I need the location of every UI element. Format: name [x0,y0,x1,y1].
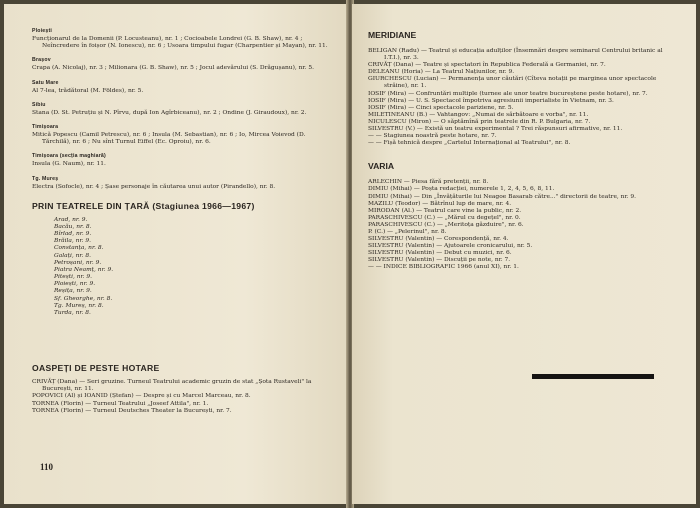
tara-city-item: Piatra Neamț, nr. 9. [54,266,114,273]
theatre-list [32,28,334,191]
theatre-group [32,153,334,168]
meridiane-entry: IOSIF (Mira) — Cinci spectacole pariziene, nr. 5. [368,104,514,111]
theatre-group [32,57,334,72]
section-title-hotare: OASPEȚI DE PESTE HOTARE [32,363,160,374]
varia-entry: SILVESTRU (Valentin) — Debut cu muzici, nr. 6. [368,250,512,257]
theatre-group [32,124,334,146]
varia-entry: SILVESTRU (Valentin) — Discuții pe note, nr. 7. [368,257,511,264]
theatre-entry: Insula (G. Naum), nr. 11. [32,161,106,168]
hotare-entry-list [32,379,334,415]
tara-city-item: Turda, nr. 8. [54,309,91,316]
meridiane-entry: SILVESTRU (V.) — Există un teatru experimental ? Trei răspunsuri afirmative, nr. 11. [368,126,623,133]
theatre-city: Tg. Mureș [32,175,59,182]
meridiane-entry: CRIVĂȚ (Dana) — Teatre și spectatori în Republica Federală a Germaniei, nr. 7. [368,62,606,69]
tara-city-item: Petroșani, nr. 9. [54,259,102,266]
theatre-group [32,80,334,95]
varia-entry-list [368,179,668,271]
varia-entry: P. (C.) — „Pelerinul", nr. 8. [368,228,447,235]
tara-city-item: Ploiești, nr. 9. [54,281,96,288]
meridiane-entry: — — Fișă tehnică despre „Cartelul Internațional al Teatrului", nr. 8. [368,140,571,147]
right-page-content [368,30,668,272]
theatre-entry: Crapa (A. Nicolaj), nr. 3 ; Milionara (G. B. Shaw), nr. 5 ; Jocul adevărului (S. Drăgușanu), nr. 5. [32,65,314,72]
tara-city-item: Tg. Mureș, nr. 8. [54,302,104,309]
theatre-entry: Al 7-lea, trădătoral (M. Földes), nr. 5. [32,87,144,94]
tara-city-item: Brăila, nr. 9. [54,238,92,245]
meridiane-entry: — — Stagiunea noastră peste hotare, nr. 7. [368,133,497,140]
varia-entry: PARASCHIVESCU (C.) — „Meritoța găzduire", nr. 6. [368,221,524,228]
hotare-entry: TORNEA (Florin) — Turneul Teatrului „Joseef Attila", nr. 1. [32,400,209,407]
meridiane-entry: DELEANU (Horia) — La Teatrul Națiunilor, nr. 9. [368,69,515,76]
tara-city-item: Bîrlad, nr. 9. [54,231,92,238]
tara-city-item: Reșița, nr. 9. [54,288,92,295]
theatre-city: Satu Mare [32,79,59,86]
hotare-entry: TORNEA (Florin) — Turneul Deutsches Theater la București, nr. 7. [32,407,232,414]
meridiane-entry-list [368,48,668,147]
page-number: 110 [40,462,54,472]
theatre-entry: Stana (D. St. Petruțiu și N. Pîrvu, după Ion Agîrbiceanu), nr. 2 ; Ondine (J. Giraudoux), nr. 2. [32,109,307,116]
tara-city-item: Constanța, nr. 8. [54,245,104,252]
varia-entry: DIMIU (Mihai) — Poșta redacției, numerele 1, 2, 4, 5, 6, 8, 11. [368,186,555,193]
meridiane-entry: IOSIF (Mira) — Confruntări multiple (turnee ale unor teatre bucureștene peste hotare), nr. 7. [368,90,648,97]
theatre-group [32,176,334,191]
theatre-group [32,102,334,117]
tara-city-item: Arad, nr. 9. [54,216,88,223]
tara-city-list [32,217,334,317]
varia-entry: PARASCHIVESCU (C.) — „Mărul cu degețel", nr. 0. [368,214,521,221]
hotare-entry: CRIVĂȚ (Dana) — Seri gruzine. Turneul Teatrului academic gruzin de stat „Șota Rustaveli" la București, nr. 11. [32,379,312,393]
tara-city-item: Sf. Gheorghe, nr. 8. [54,295,113,302]
varia-entry: SILVESTRU (Valentin) — Ajutoarele cronicarului, nr. 5. [368,243,533,250]
varia-entry: MIRODAN (Al.) — Teatrul care vine la public, nr. 2. [368,207,522,214]
varia-entry: ARLECHIN — Piesa fără pretenții, nr. 8. [368,179,489,186]
theatre-entry: Electra (Sofocle), nr. 4 ; Șase personaje în căutarea unui autor (Pirandello), nr. 8. [32,183,276,190]
section-title-tara: PRIN TEATRELE DIN ȚARĂ (Stagiunea 1966—1967) [32,200,255,211]
theatre-city: Timișoara (secția maghiară) [32,153,106,160]
section-title-varia: VARIA [368,161,395,172]
theatre-entry: Mitică Popescu (Camil Petrescu), nr. 6 ; Insula (M. Sebastian), nr. 6 ; Io, Mircea Voievod (D. Tărchilă), nr. 6 ; Nu sînt Turnul Eiffel (Ec. Oproiu), nr. 6. [32,132,306,146]
theatre-group [32,28,334,50]
decorative-black-bar [532,374,654,379]
varia-entry: DIMIU (Mihai) — Din „Învățăturile lui Neagoe Basarab către..." directorii de teatre, nr. 9. [368,193,636,200]
section-title-meridiane: MERIDIANE [368,30,417,40]
theatre-city: Ploiești [32,28,53,34]
theatre-city: Timișoara [32,124,59,131]
varia-entry: MAZILU (Teodor) — Bătrînul lup de mare, nr. 4. [368,200,512,207]
theatre-city: Sibiu [32,101,46,108]
meridiane-entry: BELIGAN (Radu) — Teatrul și educația adulților (Însemnări despre seminarul Centrului britanic al I.T.I.), nr. 3. [368,48,663,62]
tara-city-item: Bacău, nr. 8. [54,223,92,230]
hotare-entry: POPOVICI (Al) și IOANID (Ștefan) — Despre și cu Marcel Marceau, nr. 8. [32,393,251,400]
right-page [352,4,696,504]
tara-city-item: Galați, nr. 8. [54,252,91,259]
meridiane-entry: IOSIF (Mira) — U. S. Spectacol împotriva agresiunii imperialiste în Vietnam, nr. 3. [368,97,614,104]
varia-entry: — — INDICE BIBLIOGRAFIC 1966 (anul XI), nr. 1. [368,264,519,271]
meridiane-entry: MILETINEANU (B.) — Vahtangov: „Numai de sărbătoare e vorba", nr. 11. [368,111,589,118]
tara-city-item: Pitești, nr. 9. [54,274,93,281]
meridiane-entry: GIURCHESCU (Lucian) — Permanența unor căutări (Cîteva notații pe marginea unor spectacole străine), nr. 1. [368,76,657,90]
left-page-content [32,28,334,415]
theatre-entry: Funcționarul de la Domenii (P. Locusteanu), nr. 1 ; Cocioabele Londrei (G. B. Shaw), nr. 4 ; Neîncredere în foișor (N. Ionescu), nr. 6 ; Usoara timpului fugar (Charpentier și Mayan), nr. 11. [32,36,328,50]
meridiane-entry: NICULESCU (Miron) — O săptămînă prin teatrele din R. P. Bulgaria, nr. 7. [368,118,591,125]
left-page [4,4,348,504]
varia-entry: SILVESTRU (Valentin) — Corespondență, nr. 4. [368,236,509,243]
theatre-city: Brașov [32,57,51,64]
